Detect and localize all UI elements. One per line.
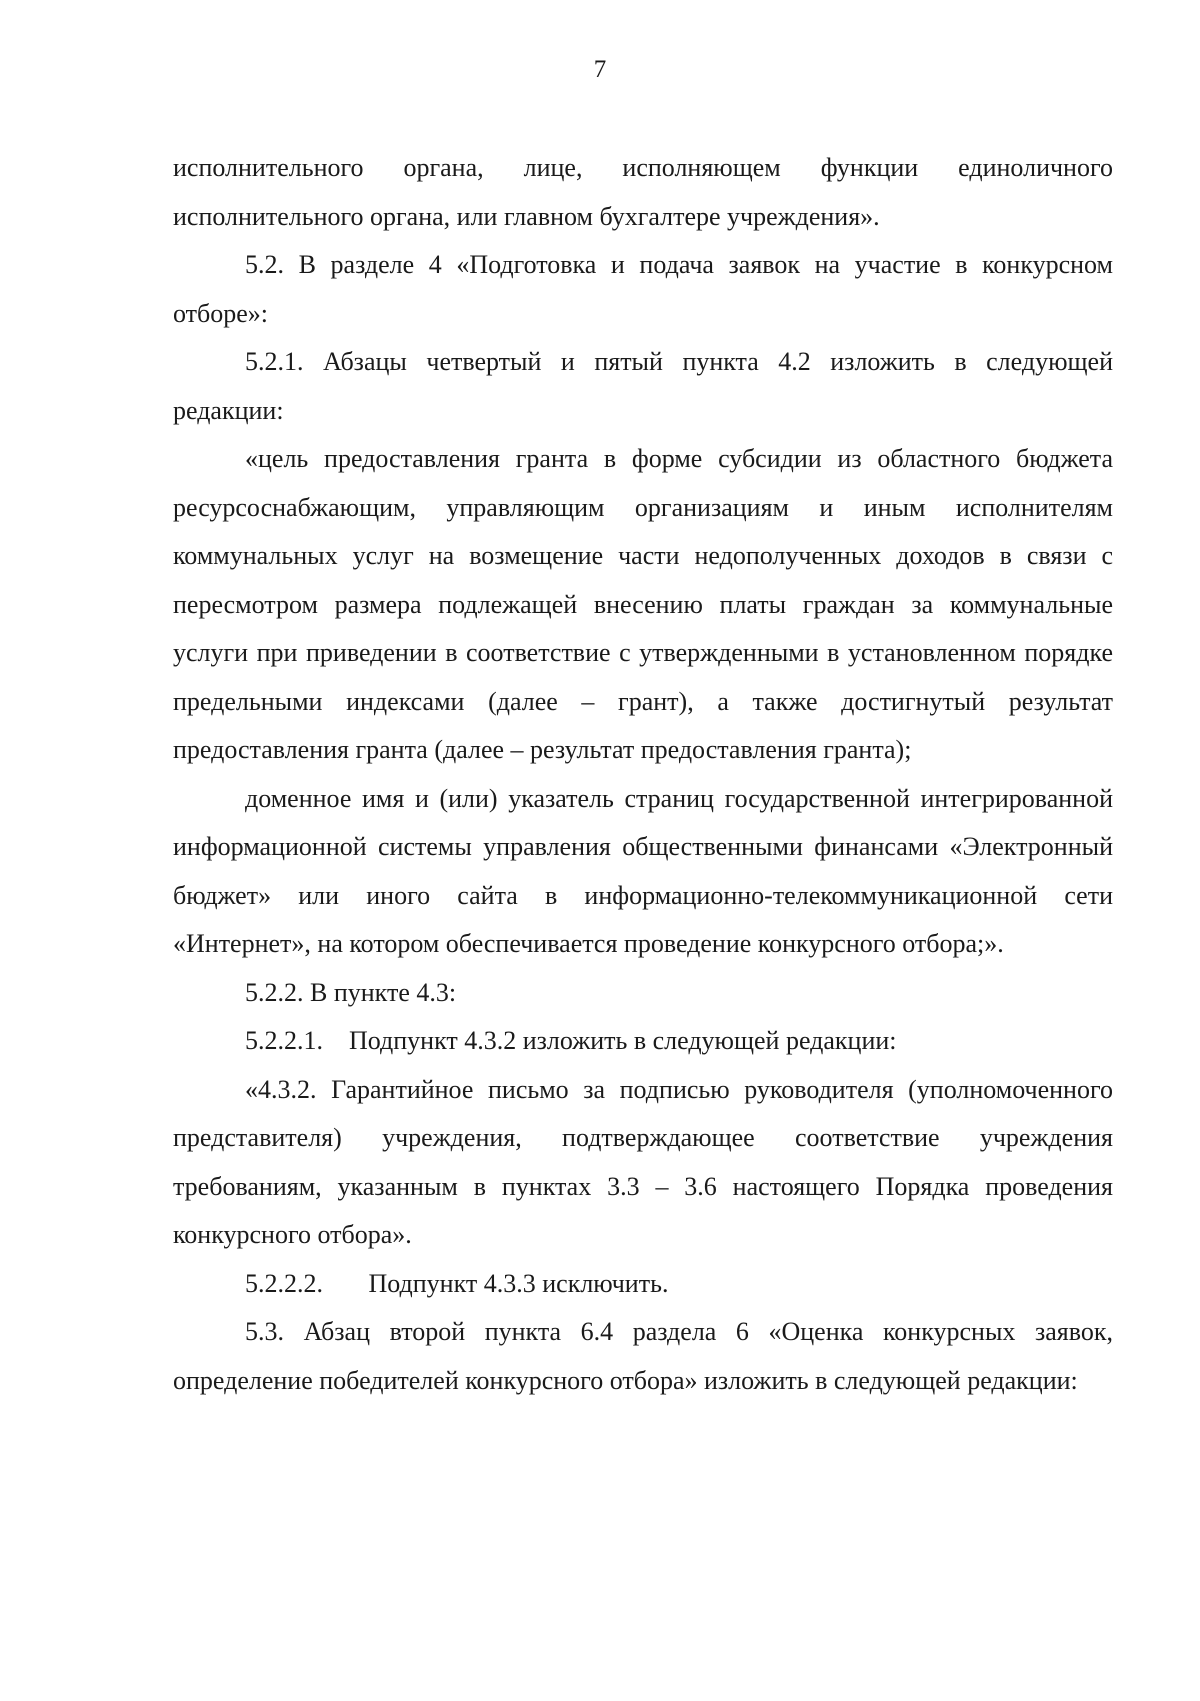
paragraph-5-2-2-1: 5.2.2.1. Подпункт 4.3.2 изложить в следующей редакции: <box>245 1026 897 1055</box>
paragraph-5-2-2-2: 5.2.2.2. Подпункт 4.3.3 исключить. <box>245 1268 669 1298</box>
paragraph-continuation: исполнительного органа, лице, исполняющем функции единоличного исполнительного органа, или главном бухгалтере учреждения». <box>173 153 1113 231</box>
paragraph-5-2-2: 5.2.2. В пункте 4.3: <box>245 977 457 1007</box>
paragraph-4-3-2: «4.3.2. Гарантийное письмо за подписью руководителя (уполномоченного представителя) учреждения, подтверждающее соответствие учреждения требованиям, указанным в пунктах 3.3 – 3.6 настоящего Порядка проведения конкурсного отбора». <box>173 1074 1113 1249</box>
document-body <box>173 144 1113 1405</box>
paragraph-quote-goal: «цель предоставления гранта в форме субсидии из областного бюджета ресурсоснабжающим, управляющим организациям и иным исполнителям коммунальных услуг на возмещение части недополученных доходов в связи с пересмотром размера подлежащей внесению платы граждан за коммунальные услуги при приведении в соответствие с утвержденными в установленном порядке предельными индексами (далее – грант), а также достигнутый результат предоставления гранта (далее – результат предоставления гранта); <box>173 444 1113 764</box>
page-number: 7 <box>593 56 607 83</box>
paragraph-5-2-1: 5.2.1. Абзацы четвертый и пятый пункта 4.2 изложить в следующей редакции: <box>173 347 1113 425</box>
paragraph-domain-name: доменное имя и (или) указатель страниц государственной интегрированной информационной системы управления общественными финансами «Электронный бюджет» или иного сайта в информационно-телекоммуникационной сети «Интернет», на котором обеспечивается проведение конкурсного отбора;». <box>173 783 1113 958</box>
paragraph-5-2: 5.2. В разделе 4 «Подготовка и подача заявок на участие в конкурсном отборе»: <box>173 250 1113 328</box>
paragraph-5-3: 5.3. Абзац второй пункта 6.4 раздела 6 «Оценка конкурсных заявок, определение победителей конкурсного отбора» изложить в следующей редакции: <box>173 1317 1113 1395</box>
